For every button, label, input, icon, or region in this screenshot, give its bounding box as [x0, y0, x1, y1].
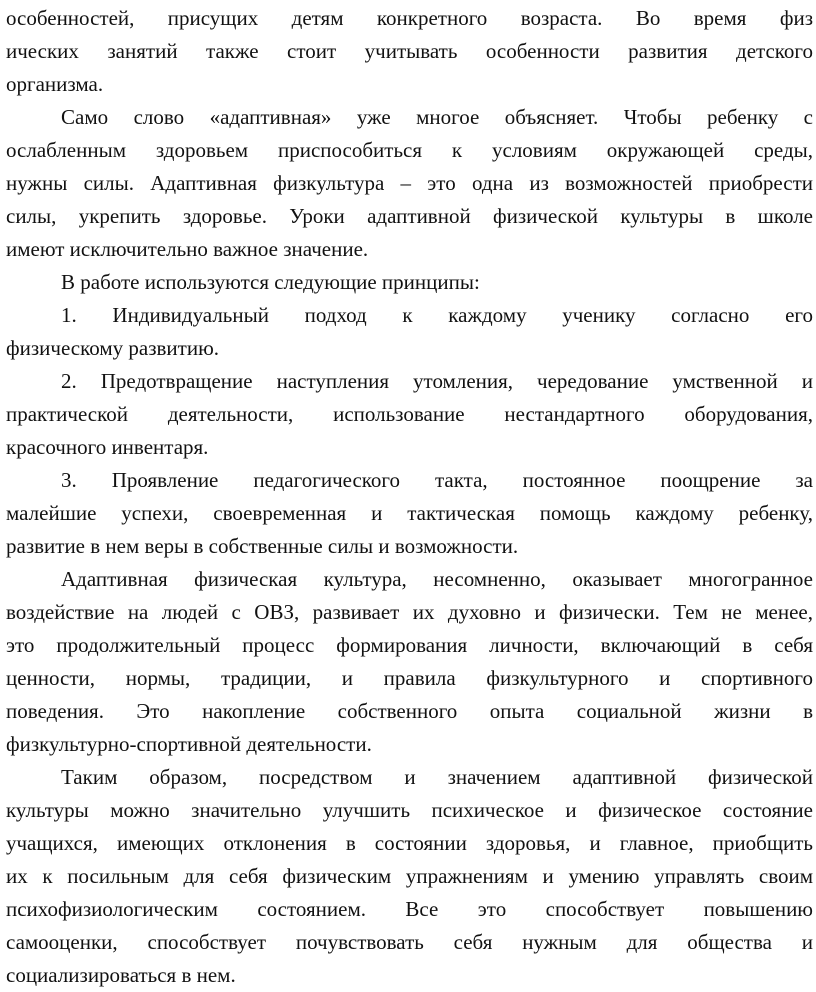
- paragraph-first-line: Таким образом, посредством и значением адаптивной физической: [61, 765, 813, 789]
- text-line: ценности, нормы, традиции, и правила физкультурного и спортивного: [6, 666, 813, 690]
- list-item-1: 1. Индивидуальный подход к каждому ученику согласно его: [61, 303, 813, 327]
- text-line: учащихся, имеющих отклонения в состоянии здоровья, и главное, приобщить: [6, 831, 813, 855]
- text-line: ослабленным здоровьем приспособиться к условиям окружающей среды,: [6, 138, 813, 162]
- text-line: малейшие успехи, своевременная и тактическая помощь каждому ребенку,: [6, 501, 813, 525]
- paragraph-first-line: В работе используются следующие принципы:: [61, 270, 480, 294]
- paragraph-first-line: Адаптивная физическая культура, несомненно, оказывает многогранное: [61, 567, 813, 591]
- text-line: психофизиологическим состоянием. Все это способствует повышению: [6, 897, 813, 921]
- text-line: социализироваться в нем.: [6, 963, 236, 987]
- text-line: поведения. Это накопление собственного опыта социальной жизни в: [6, 699, 813, 723]
- text-line: физкультурно-спортивной деятельности.: [6, 732, 372, 756]
- text-line: имеют исключительно важное значение.: [6, 237, 369, 261]
- text-line: культуры можно значительно улучшить психическое и физическое состояние: [6, 798, 813, 822]
- text-line: организма.: [6, 72, 104, 96]
- text-line: практической деятельности, использование нестандартного оборудования,: [6, 402, 813, 426]
- text-line: ических занятий также стоит учитывать особенности развития детского: [6, 39, 813, 63]
- text-line: воздействие на людей с ОВЗ, развивает их духовно и физически. Тем не менее,: [6, 600, 813, 624]
- list-item-3: 3. Проявление педагогического такта, постоянное поощрение за: [61, 468, 813, 492]
- list-item-2: 2. Предотвращение наступления утомления, чередование умственной и: [61, 369, 813, 393]
- text-line: силы, укрепить здоровье. Уроки адаптивной физической культуры в школе: [6, 204, 813, 228]
- text-line: нужны силы. Адаптивная физкультура – это одна из возможностей приобрести: [6, 171, 813, 195]
- paragraph-first-line: Само слово «адаптивная» уже многое объясняет. Чтобы ребенку с: [61, 105, 813, 129]
- text-line: их к посильным для себя физическим упражнениям и умению управлять своим: [6, 864, 813, 888]
- text-line: физическому развитию.: [6, 336, 220, 360]
- text-line: красочного инвентаря.: [6, 435, 209, 459]
- text-line: особенностей, присущих детям конкретного возраста. Во время физ: [6, 6, 813, 30]
- text-line: самооценки, способствует почувствовать себя нужным для общества и: [6, 930, 813, 954]
- text-line: развитие в нем веры в собственные силы и возможности.: [6, 534, 519, 558]
- text-line: это продолжительный процесс формирования личности, включающий в себя: [6, 633, 813, 657]
